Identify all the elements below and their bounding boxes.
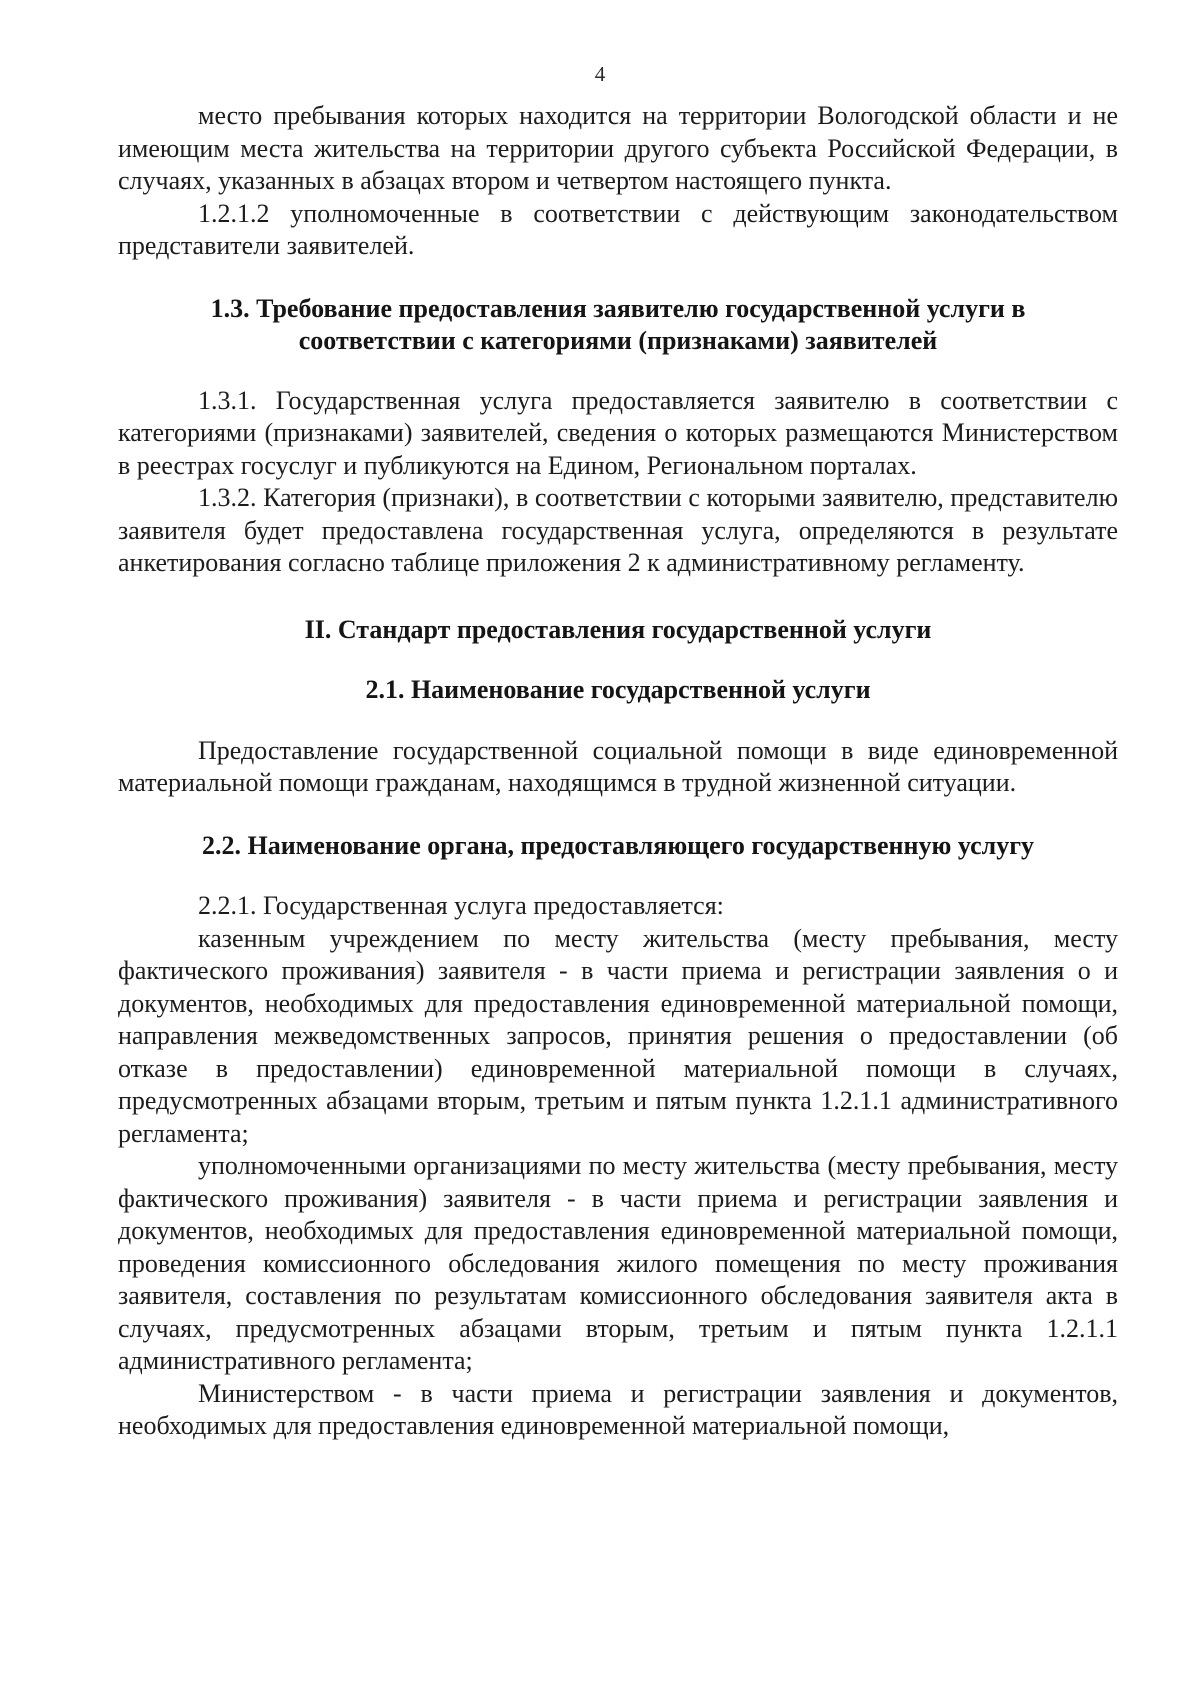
- heading-1-3: [118, 293, 1118, 357]
- heading-2-1: 2.1. Наименование государственной услуги: [365, 675, 871, 704]
- paragraph-ministerstvo: Министерством - в части приема и регистрации заявления и документов, необходимых для предоставления единовременной материальной помощи,: [118, 1378, 1118, 1440]
- heading-section-2: II. Стандарт предоставления государственной услуги: [304, 614, 932, 644]
- paragraph-2-1: Предоставление государственной социальной помощи в виде единовременной материальной помощи гражданам, находящимся в трудной жизненной ситуации.: [118, 735, 1118, 797]
- paragraph-kazennoe: казенным учреждением по месту жительства (месту пребывания, месту фактического проживания) заявителя - в части приема и регистрации заявления о и документов, необходимых для предоставления единовременной материальной помощи, направления межведомственных запросов, принятия решения о предоставлении (об отказе в предоставлении) единовременной материальной помощи в случаях, предусмотренных абзацами вторым, третьим и пятым пункта 1.2.1.1 административного регламента;: [118, 923, 1118, 1148]
- paragraph-upolnomochennye: уполномоченными организациями по месту жительства (месту пребывания, месту фактического проживания) заявителя - в части приема и регистрации заявления и документов, необходимых для предоставления единовременной материальной помощи, проведения комиссионного обследования жилого помещения по месту проживания заявителя, составления по результатам комиссионного обследования заявителя акта в случаях, предусмотренных абзацами вторым, третьим и пятым пункта 1.2.1.1 административного регламента;: [118, 1151, 1118, 1375]
- heading-2-2: 2.2. Наименование органа, предоставляющего государственную услугу: [201, 830, 1035, 860]
- page-number: 4: [594, 62, 606, 86]
- paragraph-continuation: место пребывания которых находится на территории Вологодской области и не имеющим места жительства на территории другого субъекта Российской Федерации, в случаях, указанных в абзацах втором и четвертом настоящего пункта.: [118, 101, 1118, 195]
- paragraph-1-3-1: 1.3.1. Государственная услуга предоставляется заявителю в соответствии с категориями (признаками) заявителей, сведения о которых размещаются Министерством в реестрах госуслуг и публикуются на Едином, Региональном порталах.: [118, 385, 1118, 480]
- paragraph-1-3-2: 1.3.2. Категория (признаки), в соответствии с которыми заявителю, представителю заявителя будет предоставлена государственная услуга, определяются в результате анкетирования согласно таблице приложения 2 к административному регламенту.: [118, 483, 1118, 577]
- document-body: [118, 100, 1118, 1443]
- heading-1-3-line1: 1.3. Требование предоставления заявителю государственной услуги в: [210, 293, 1026, 323]
- paragraph-2-2-1: 2.2.1. Государственная услуга предоставляется:: [198, 891, 724, 920]
- heading-1-3-line2: соответствии с категориями (признаками) заявителей: [298, 325, 938, 355]
- paragraph-1-2-1-2: 1.2.1.2 уполномоченные в соответствии с действующим законодательством представители заявителей.: [118, 198, 1118, 260]
